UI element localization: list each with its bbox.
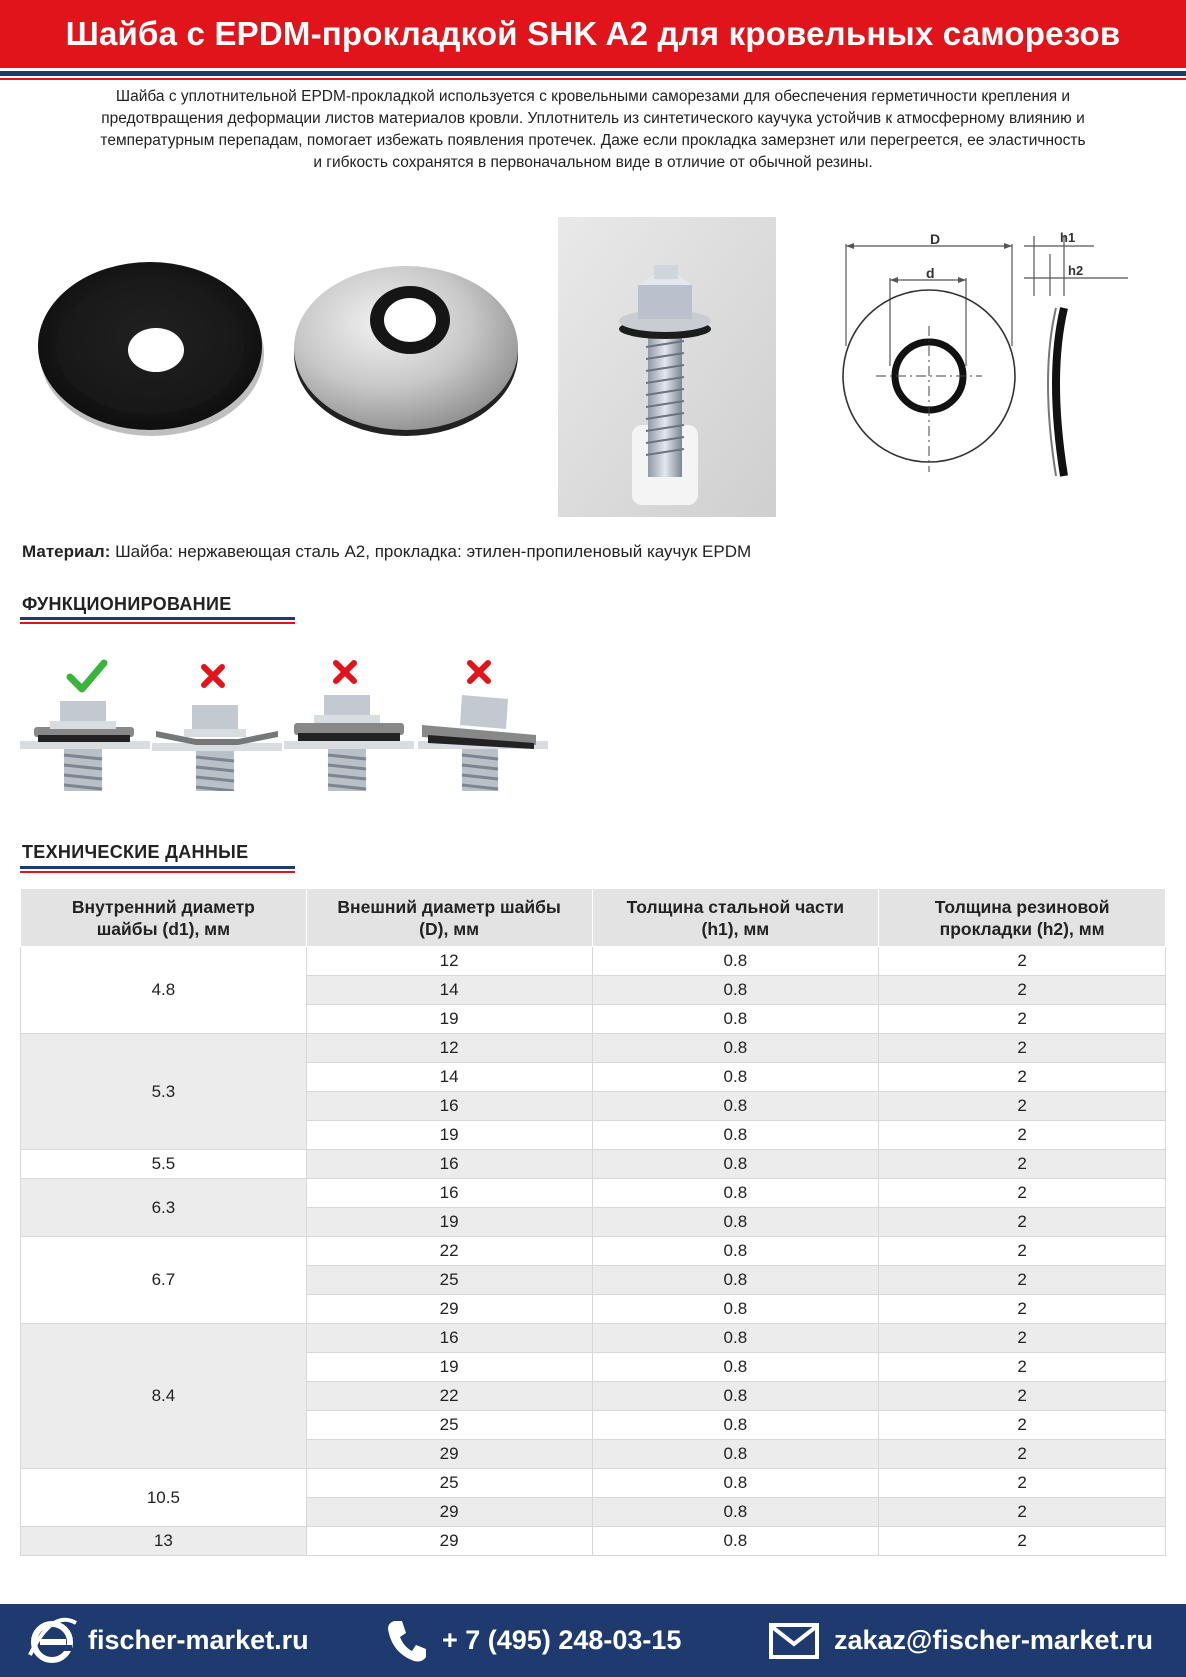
cell-d1: 5.5 xyxy=(21,1150,307,1179)
table-header-row xyxy=(21,889,1166,947)
browser-e-icon xyxy=(26,1615,78,1667)
cell-h1: 0.8 xyxy=(592,1266,879,1295)
cell-d1: 6.7 xyxy=(21,1237,307,1324)
cell-D: 25 xyxy=(306,1266,592,1295)
table-row xyxy=(21,1034,1166,1063)
cross-icon xyxy=(470,663,488,681)
tech-data-title: ТЕХНИЧЕСКИЕ ДАННЫЕ xyxy=(22,842,249,862)
cell-h2: 2 xyxy=(879,1034,1166,1063)
cross-icon xyxy=(336,663,354,681)
title-banner xyxy=(0,0,1186,68)
footer-phone[interactable] xyxy=(384,1604,681,1677)
cell-D: 25 xyxy=(306,1411,592,1440)
intro-line: и гибкость сохранятся в первоначальном виде в отличие от обычной резины. xyxy=(313,154,873,171)
cell-D: 16 xyxy=(306,1179,592,1208)
cell-h1: 0.8 xyxy=(592,1411,879,1440)
cell-h1: 0.8 xyxy=(592,1440,879,1469)
table-row xyxy=(21,1527,1166,1556)
cell-D: 14 xyxy=(306,1063,592,1092)
cell-h1: 0.8 xyxy=(592,1324,879,1353)
cell-h1: 0.8 xyxy=(592,1005,879,1034)
cell-h1: 0.8 xyxy=(592,1498,879,1527)
cell-h2: 2 xyxy=(879,1237,1166,1266)
cell-h1: 0.8 xyxy=(592,1150,879,1179)
function-overtightened-illustration xyxy=(152,655,282,791)
table-row xyxy=(21,1179,1166,1208)
cell-h2: 2 xyxy=(879,1527,1166,1556)
envelope-icon xyxy=(768,1622,820,1660)
cell-h2: 2 xyxy=(879,1324,1166,1353)
cell-d1: 13 xyxy=(21,1527,307,1556)
table-row xyxy=(21,1237,1166,1266)
section-underline xyxy=(20,866,295,873)
cell-D: 16 xyxy=(306,1092,592,1121)
cell-h2: 2 xyxy=(879,947,1166,976)
header-stripes xyxy=(0,68,1186,80)
cell-d1: 8.4 xyxy=(21,1324,307,1469)
table-row xyxy=(21,1469,1166,1498)
cell-h2: 2 xyxy=(879,1440,1166,1469)
cross-icon xyxy=(204,667,222,685)
cell-d1: 6.3 xyxy=(21,1179,307,1237)
intro-line: температурным перепадам, помогает избежать появления протечек. Даже если прокладка замерзнет или перегреется, ее эластичность xyxy=(100,132,1086,149)
header-d1: Внутренний диаметр шайбы (d1), мм xyxy=(21,889,307,947)
cell-h2: 2 xyxy=(879,1063,1166,1092)
material-text: Шайба: нержавеющая сталь А2, прокладка: этилен-пропиленовый каучук EPDM xyxy=(110,542,752,561)
cell-h2: 2 xyxy=(879,1353,1166,1382)
footer-email-text: zakaz@fischer-market.ru xyxy=(834,1625,1153,1655)
material-line xyxy=(22,542,751,562)
cell-h1: 0.8 xyxy=(592,1295,879,1324)
intro-line: Шайба с уплотнительной EPDM-прокладкой используется с кровельными саморезами для обеспечения герметичности крепления и xyxy=(115,88,1071,105)
cell-h1: 0.8 xyxy=(592,1034,879,1063)
cell-h1: 0.8 xyxy=(592,976,879,1005)
cell-h2: 2 xyxy=(879,1469,1166,1498)
cell-D: 16 xyxy=(306,1324,592,1353)
cell-h2: 2 xyxy=(879,1411,1166,1440)
cell-D: 29 xyxy=(306,1295,592,1324)
cell-h2: 2 xyxy=(879,1295,1166,1324)
cell-h1: 0.8 xyxy=(592,1092,879,1121)
cell-D: 12 xyxy=(306,947,592,976)
footer-email[interactable] xyxy=(768,1604,1153,1677)
cell-h1: 0.8 xyxy=(592,1208,879,1237)
intro-text xyxy=(14,86,1172,174)
cell-h1: 0.8 xyxy=(592,1063,879,1092)
cell-D: 29 xyxy=(306,1527,592,1556)
footer-site[interactable] xyxy=(26,1604,309,1677)
cell-h2: 2 xyxy=(879,1498,1166,1527)
cell-h1: 0.8 xyxy=(592,1179,879,1208)
page-title: Шайба с EPDM-прокладкой SHK A2 для кровельных саморезов xyxy=(65,15,1121,52)
screw-with-washer-image xyxy=(558,217,776,517)
cell-D: 29 xyxy=(306,1440,592,1469)
washer-technical-drawing xyxy=(838,226,1138,488)
cell-h2: 2 xyxy=(879,1005,1166,1034)
cell-h2: 2 xyxy=(879,1382,1166,1411)
cell-h1: 0.8 xyxy=(592,947,879,976)
label-h1: h1 xyxy=(1060,230,1076,245)
table-row xyxy=(21,947,1166,976)
cell-D: 25 xyxy=(306,1469,592,1498)
header-h1: Толщина стальной части (h1), мм xyxy=(592,889,879,947)
section-underline xyxy=(20,617,295,624)
washer-steel-side-image xyxy=(288,256,524,444)
cell-D: 19 xyxy=(306,1208,592,1237)
functioning-title: ФУНКЦИОНИРОВАНИЕ xyxy=(22,594,232,614)
cell-h2: 2 xyxy=(879,1179,1166,1208)
cell-h2: 2 xyxy=(879,1150,1166,1179)
table-row xyxy=(21,1150,1166,1179)
cell-d1: 10.5 xyxy=(21,1469,307,1527)
cell-D: 22 xyxy=(306,1382,592,1411)
phone-icon xyxy=(384,1617,428,1665)
washer-rubber-side-image xyxy=(30,246,270,442)
label-h2: h2 xyxy=(1068,263,1084,278)
cell-h2: 2 xyxy=(879,976,1166,1005)
header-D: Внешний диаметр шайбы (D), мм xyxy=(306,889,592,947)
footer-site-text: fischer-market.ru xyxy=(88,1625,309,1655)
cell-D: 16 xyxy=(306,1150,592,1179)
material-label: Материал: xyxy=(22,542,111,561)
cell-D: 22 xyxy=(306,1237,592,1266)
tech-data-table xyxy=(20,888,1166,1556)
label-d: d xyxy=(926,265,935,281)
footer-bar xyxy=(0,1604,1186,1677)
cell-h1: 0.8 xyxy=(592,1527,879,1556)
cell-h1: 0.8 xyxy=(592,1237,879,1266)
cell-h1: 0.8 xyxy=(592,1469,879,1498)
check-icon xyxy=(70,663,104,689)
function-tilted-illustration xyxy=(418,655,548,791)
cell-h1: 0.8 xyxy=(592,1353,879,1382)
cell-h2: 2 xyxy=(879,1121,1166,1150)
function-undertightened-illustration xyxy=(284,655,414,791)
function-correct-illustration xyxy=(20,655,150,791)
cell-D: 29 xyxy=(306,1498,592,1527)
cell-D: 19 xyxy=(306,1121,592,1150)
table-row xyxy=(21,1324,1166,1353)
cell-h1: 0.8 xyxy=(592,1121,879,1150)
cell-h2: 2 xyxy=(879,1092,1166,1121)
cell-h1: 0.8 xyxy=(592,1382,879,1411)
header-h2: Толщина резиновой прокладки (h2), мм xyxy=(879,889,1166,947)
cell-h2: 2 xyxy=(879,1208,1166,1237)
cell-d1: 5.3 xyxy=(21,1034,307,1150)
intro-line: предотвращения деформации листов материалов кровли. Уплотнитель из синтетического каучука устойчив к атмосферному влиянию и xyxy=(101,110,1085,127)
cell-D: 12 xyxy=(306,1034,592,1063)
cell-h2: 2 xyxy=(879,1266,1166,1295)
cell-D: 19 xyxy=(306,1353,592,1382)
label-D: D xyxy=(930,231,941,247)
cell-D: 19 xyxy=(306,1005,592,1034)
footer-phone-text: + 7 (495) 248-03-15 xyxy=(442,1625,682,1655)
cell-D: 14 xyxy=(306,976,592,1005)
cell-d1: 4.8 xyxy=(21,947,307,1034)
